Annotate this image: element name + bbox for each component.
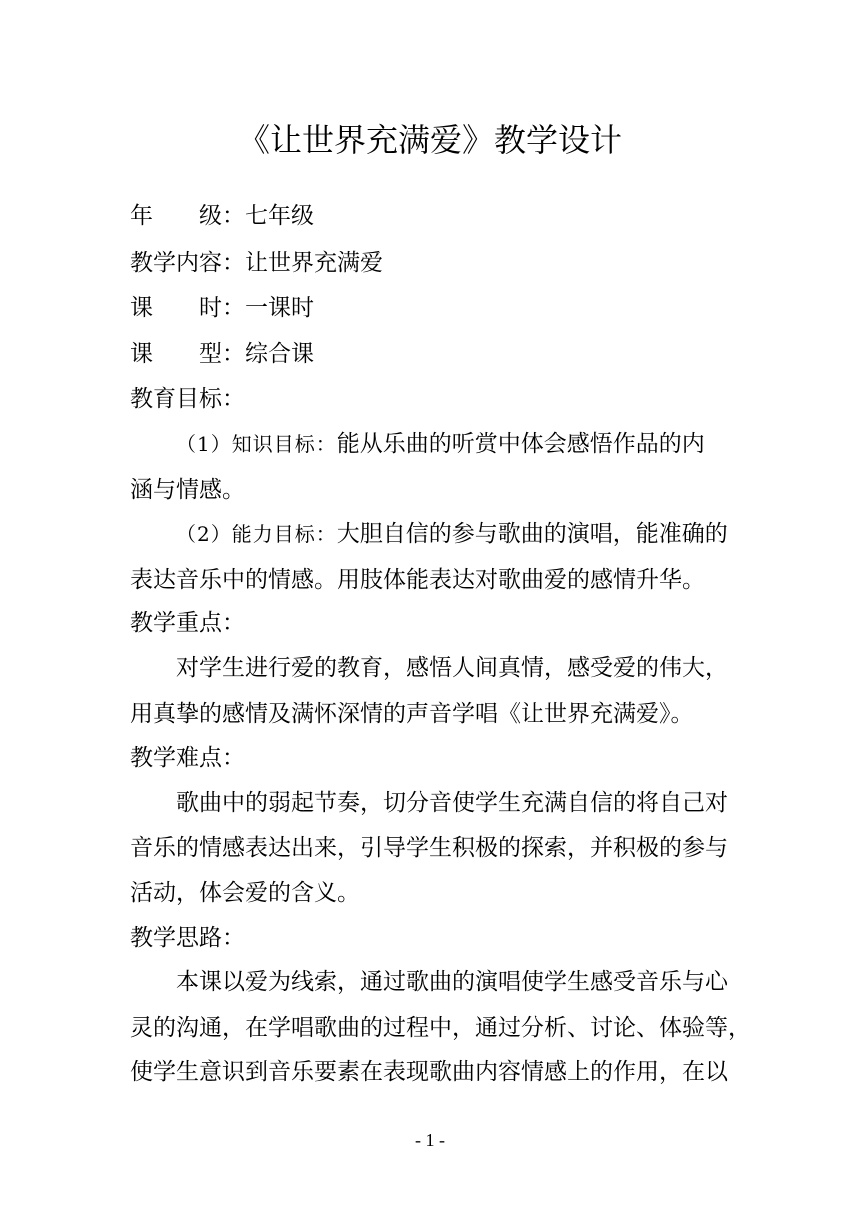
difficulties-line1: 歌曲中的弱起节奏，切分音使学生充满自信的将自己对 [176, 790, 728, 816]
goal1-line2: 涵与情感。 [130, 477, 245, 503]
goal1-line1 [176, 428, 705, 460]
difficulties-line2: 音乐的情感表达出来，引导学生积极的探索，并积极的参与 [130, 835, 728, 861]
approach-line3: 使学生意识到音乐要素在表现歌曲内容情感上的作用，在以 [130, 1059, 728, 1085]
goal2-prefix: （2）能力目标： [176, 522, 337, 546]
goal1-prefix: （1）知识目标： [176, 432, 337, 456]
info-grade-value: 七年级 [245, 203, 314, 229]
goal2-text1: 大胆自信的参与歌曲的演唱，能准确的 [336, 521, 728, 547]
document-title: 《让世界充满爱》教学设计 [237, 121, 622, 159]
info-content [130, 247, 383, 279]
goal1-text1: 能从乐曲的听赏中体会感悟作品的内 [336, 431, 705, 457]
difficulties-heading: 教学难点： [130, 745, 245, 771]
info-type [130, 338, 314, 370]
approach-line1: 本课以爱为线索，通过歌曲的演唱使学生感受音乐与心 [176, 969, 728, 995]
approach-heading: 教学思路： [130, 925, 245, 951]
key-points-line2: 用真挚的感情及满怀深情的声音学唱《让世界充满爱》。 [130, 701, 694, 727]
difficulties-line3: 活动，体会爱的含义。 [130, 880, 360, 906]
info-period-colon: ： [222, 295, 245, 321]
page-number: - 1 - [415, 1130, 445, 1150]
info-type-colon: ： [222, 341, 245, 367]
goal2-line2: 表达音乐中的情感。用肢体能表达对歌曲爱的感情升华。 [130, 567, 705, 593]
info-content-colon: ： [222, 250, 245, 276]
info-grade-colon: ： [222, 203, 245, 229]
goal2-line1 [176, 518, 728, 550]
info-content-label: 教学内容 [130, 250, 222, 276]
info-type-value: 综合课 [245, 341, 314, 367]
key-points-heading: 教学重点： [130, 610, 245, 636]
info-grade-label: 年级 [130, 203, 222, 229]
info-content-value: 让世界充满爱 [245, 250, 383, 276]
info-type-label: 课型 [130, 341, 222, 367]
info-period-value: 一课时 [245, 295, 314, 321]
info-grade [130, 200, 314, 232]
key-points-line1: 对学生进行爱的教育，感悟人间真情，感受爱的伟大， [176, 655, 728, 681]
info-period-label: 课时 [130, 295, 222, 321]
info-period [130, 292, 314, 324]
goals-heading: 教育目标： [130, 386, 245, 412]
approach-line2: 灵的沟通，在学唱歌曲的过程中，通过分析、讨论、体验等， [130, 1015, 751, 1041]
